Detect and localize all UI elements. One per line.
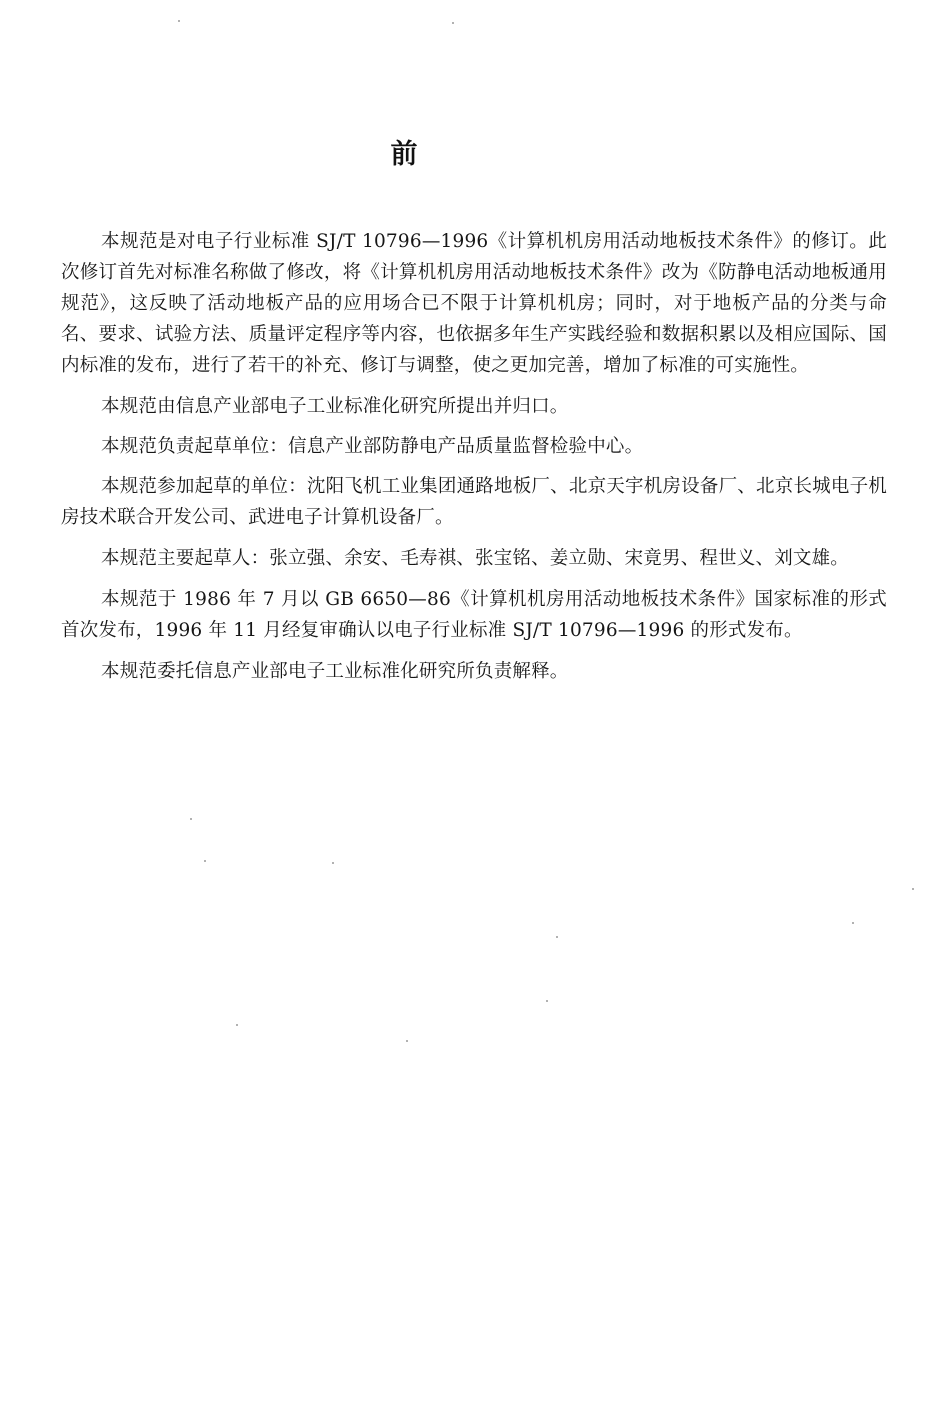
scan-speck (178, 20, 180, 22)
scan-speck (204, 860, 206, 862)
scan-speck (912, 888, 914, 890)
scan-speck (236, 1024, 238, 1026)
paragraph-interpretation: 本规范委托信息产业部电子工业标准化研究所负责解释。 (101, 661, 569, 682)
paragraph-participating-units: 本规范参加起草的单位：沈阳飞机工业集团通路地板厂、北京天宇机房设备厂、北京长城电子机房技术联合开发公司、武进电子计算机设备厂。 (61, 476, 887, 528)
paragraph-proposer: 本规范由信息产业部电子工业标准化研究所提出并归口。 (101, 396, 569, 417)
foreword-body (61, 226, 887, 697)
scan-speck (406, 1040, 408, 1042)
scan-speck (452, 22, 454, 24)
paragraph-main-drafters: 本规范主要起草人：张立强、余安、毛寿祺、张宝铭、姜立勋、宋竟男、程世义、刘文雄。 (101, 548, 850, 569)
scan-speck (546, 1000, 548, 1002)
paragraph-lead-drafter: 本规范负责起草单位：信息产业部防静电产品质量监督检验中心。 (101, 436, 644, 457)
scan-speck (190, 818, 192, 820)
scan-speck (556, 936, 558, 938)
scan-speck (852, 922, 854, 924)
paragraph-revision-summary: 本规范是对电子行业标准 SJ/T 10796—1996《计算机机房用活动地板技术条件》的修订。此次修订首先对标准名称做了修改，将《计算机机房用活动地板技术条件》改为《防静电活动地板通用规范》，这反映了活动地板产品的应用场合已不限于计算机机房；同时，对于地板产品的分类与命名、要求、试验方法、质量评定程序等内容，也依据多年生产实践经验和数据积累以及相应国际、国内标准的发布，进行了若干的补充、修订与调整，使之更加完善，增加了标准的可实施性。 (61, 231, 887, 376)
paragraph-publication-history: 本规范于 1986 年 7 月以 GB 6650—86《计算机机房用活动地板技术条件》国家标准的形式首次发布，1996 年 11 月经复审确认以电子行业标准 SJ/T 10796—1996 的形式发布。 (61, 589, 887, 641)
page-title: 前 (390, 139, 420, 170)
scan-speck (332, 862, 334, 864)
